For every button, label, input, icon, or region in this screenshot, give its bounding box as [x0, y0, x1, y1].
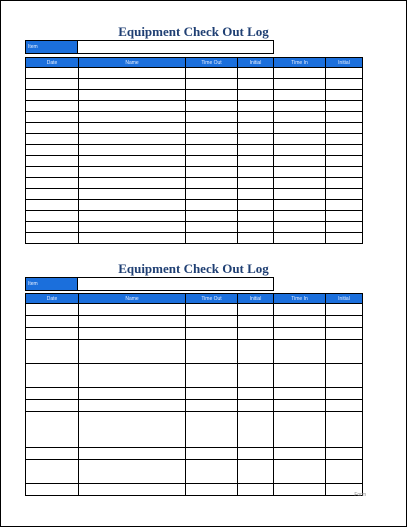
- log-1-row: [26, 68, 363, 79]
- log-2-cell-time-in[interactable]: [274, 412, 326, 448]
- log-1-cell-name[interactable]: [79, 90, 186, 101]
- log-2-cell-time-out[interactable]: [186, 364, 238, 388]
- log-1-cell-time-in[interactable]: [274, 211, 326, 222]
- log-2-cell-name[interactable]: [79, 388, 186, 400]
- log-1-cell-name[interactable]: [79, 156, 186, 167]
- log-2-cell-time-in[interactable]: [274, 400, 326, 412]
- log-1-cell-name[interactable]: [79, 101, 186, 112]
- log-2-row: [26, 400, 363, 412]
- log-1-cell-name[interactable]: [79, 134, 186, 145]
- log-1-cell-date[interactable]: [26, 79, 79, 90]
- log-2-cell-initial-out[interactable]: [238, 460, 274, 484]
- log-1-cell-date[interactable]: [26, 178, 79, 189]
- log-1-cell-name[interactable]: [79, 222, 186, 233]
- log-1-row: [26, 178, 363, 189]
- log-1-cell-time-in[interactable]: [274, 112, 326, 123]
- log-1-cell-time-in[interactable]: [274, 233, 326, 244]
- log-1-cell-initial-in[interactable]: [326, 68, 363, 79]
- log-2-row: [26, 304, 363, 316]
- log-1-cell-initial-out[interactable]: [238, 233, 274, 244]
- log-2-col-date: Date: [26, 294, 79, 304]
- log-1-cell-initial-out[interactable]: [238, 123, 274, 134]
- log-2-cell-initial-in[interactable]: [326, 304, 363, 316]
- log-1-cell-time-out[interactable]: [186, 68, 238, 79]
- log-2-cell-name[interactable]: [79, 460, 186, 484]
- log-1-cell-date[interactable]: [26, 145, 79, 156]
- log-1-item-label: Item: [25, 40, 78, 54]
- log-1-cell-initial-in[interactable]: [326, 90, 363, 101]
- log-2-item-label: Item: [25, 277, 78, 291]
- log-1-cell-time-out[interactable]: [186, 178, 238, 189]
- log-2-item-row: [25, 277, 274, 291]
- log-1-header-row: [26, 58, 363, 68]
- log-1-cell-initial-out[interactable]: [238, 79, 274, 90]
- log-1-cell-time-out[interactable]: [186, 145, 238, 156]
- log-1-cell-date[interactable]: [26, 134, 79, 145]
- log-2-row: [26, 484, 363, 496]
- log-2-cell-initial-out[interactable]: [238, 400, 274, 412]
- log-2-cell-time-out[interactable]: [186, 460, 238, 484]
- log-1-body: [26, 68, 363, 244]
- log-2-cell-initial-out[interactable]: [238, 484, 274, 496]
- log-2-cell-initial-out[interactable]: [238, 448, 274, 460]
- log-1-col-initial-in: Initial: [326, 58, 363, 68]
- log-1-cell-time-in[interactable]: [274, 79, 326, 90]
- log-2-row: [26, 388, 363, 400]
- log-1-cell-time-in[interactable]: [274, 134, 326, 145]
- log-1-cell-date[interactable]: [26, 233, 79, 244]
- log-2-cell-time-in[interactable]: [274, 388, 326, 400]
- log-1-cell-initial-out[interactable]: [238, 145, 274, 156]
- log-1-cell-initial-in[interactable]: [326, 145, 363, 156]
- log-1-title: Equipment Check Out Log: [118, 24, 269, 39]
- log-2-cell-initial-in[interactable]: [326, 388, 363, 400]
- log-2-row: [26, 448, 363, 460]
- log-1-cell-initial-in[interactable]: [326, 112, 363, 123]
- log-1-cell-name[interactable]: [79, 68, 186, 79]
- log-2-cell-name[interactable]: [79, 448, 186, 460]
- log-2-cell-name[interactable]: [79, 484, 186, 496]
- log-1-cell-initial-in[interactable]: [326, 134, 363, 145]
- log-2-row: [26, 364, 363, 388]
- log-1-cell-initial-out[interactable]: [238, 222, 274, 233]
- log-1-row: [26, 222, 363, 233]
- log-1-cell-initial-in[interactable]: [326, 178, 363, 189]
- log-1-cell-initial-out[interactable]: [238, 68, 274, 79]
- log-2-cell-initial-out[interactable]: [238, 304, 274, 316]
- log-2-row: [26, 328, 363, 340]
- log-2-cell-date[interactable]: [26, 304, 79, 316]
- log-2-cell-name[interactable]: [79, 304, 186, 316]
- log-1-cell-initial-in[interactable]: [326, 79, 363, 90]
- log-1-cell-initial-out[interactable]: [238, 167, 274, 178]
- log-2-cell-time-out[interactable]: [186, 484, 238, 496]
- log-1-cell-date[interactable]: [26, 167, 79, 178]
- log-1-cell-name[interactable]: [79, 178, 186, 189]
- log-2-cell-initial-out[interactable]: [238, 316, 274, 328]
- log-1-cell-name[interactable]: [79, 112, 186, 123]
- log-1-cell-name[interactable]: [79, 200, 186, 211]
- log-1-cell-date[interactable]: [26, 189, 79, 200]
- log-1-cell-time-out[interactable]: [186, 134, 238, 145]
- log-1-cell-time-out[interactable]: [186, 112, 238, 123]
- log-2-cell-time-in[interactable]: [274, 448, 326, 460]
- log-1-row: [26, 123, 363, 134]
- log-1-cell-time-out[interactable]: [186, 222, 238, 233]
- log-1-cell-date[interactable]: [26, 68, 79, 79]
- log-1-cell-initial-out[interactable]: [238, 112, 274, 123]
- log-1-cell-date[interactable]: [26, 90, 79, 101]
- log-2-cell-time-out[interactable]: [186, 388, 238, 400]
- log-1-cell-time-in[interactable]: [274, 222, 326, 233]
- log-1-row: [26, 112, 363, 123]
- log-2-title: Equipment Check Out Log: [118, 261, 269, 276]
- log-2-cell-date[interactable]: [26, 448, 79, 460]
- log-2-cell-initial-in[interactable]: [326, 412, 363, 448]
- log-2-col-initial-out: Initial: [238, 294, 274, 304]
- log-2-cell-time-out[interactable]: [186, 328, 238, 340]
- log-1-cell-initial-out[interactable]: [238, 101, 274, 112]
- log-1-cell-time-in[interactable]: [274, 167, 326, 178]
- log-1-cell-time-out[interactable]: [186, 156, 238, 167]
- log-2-cell-date[interactable]: [26, 316, 79, 328]
- log-1-row: [26, 101, 363, 112]
- log-1-cell-initial-out[interactable]: [238, 178, 274, 189]
- log-1-cell-date[interactable]: [26, 101, 79, 112]
- log-1-row: [26, 233, 363, 244]
- log-1-cell-initial-in[interactable]: [326, 189, 363, 200]
- log-1-cell-initial-in[interactable]: [326, 233, 363, 244]
- log-2-cell-time-in[interactable]: [274, 328, 326, 340]
- log-2-table: [25, 293, 363, 496]
- log-2-cell-initial-in[interactable]: [326, 364, 363, 388]
- log-1-item-field[interactable]: [78, 40, 274, 54]
- log-2-cell-date[interactable]: [26, 340, 79, 364]
- log-2-cell-time-out[interactable]: [186, 448, 238, 460]
- log-2-cell-initial-out[interactable]: [238, 412, 274, 448]
- log-1-row: [26, 156, 363, 167]
- log-1-cell-time-out[interactable]: [186, 189, 238, 200]
- log-1-cell-name[interactable]: [79, 167, 186, 178]
- log-1-cell-time-in[interactable]: [274, 68, 326, 79]
- log-1-cell-date[interactable]: [26, 200, 79, 211]
- log-2-cell-initial-in[interactable]: [326, 448, 363, 460]
- log-1-cell-time-in[interactable]: [274, 189, 326, 200]
- log-2-cell-date[interactable]: [26, 328, 79, 340]
- log-1-cell-time-in[interactable]: [274, 156, 326, 167]
- log-2-header-row: [26, 294, 363, 304]
- log-2-col-initial-in: Initial: [326, 294, 363, 304]
- log-1-cell-time-out[interactable]: [186, 79, 238, 90]
- log-2-row: [26, 412, 363, 448]
- log-2-row: [26, 460, 363, 484]
- log-2-col-time-out: Time Out: [186, 294, 238, 304]
- log-1-item-row: [25, 40, 274, 54]
- log-1-cell-time-out[interactable]: [186, 101, 238, 112]
- log-2-cell-name[interactable]: [79, 412, 186, 448]
- log-2-cell-initial-in[interactable]: [326, 316, 363, 328]
- log-1-cell-name[interactable]: [79, 233, 186, 244]
- log-2-cell-time-out[interactable]: [186, 412, 238, 448]
- log-1-cell-time-in[interactable]: [274, 123, 326, 134]
- log-1-cell-time-in[interactable]: [274, 145, 326, 156]
- log-1-cell-name[interactable]: [79, 79, 186, 90]
- log-1-cell-date[interactable]: [26, 211, 79, 222]
- log-2-cell-time-out[interactable]: [186, 316, 238, 328]
- log-2-cell-name[interactable]: [79, 364, 186, 388]
- log-2-cell-time-in[interactable]: [274, 304, 326, 316]
- log-1-row: [26, 200, 363, 211]
- log-2-cell-name[interactable]: [79, 340, 186, 364]
- log-2-cell-initial-out[interactable]: [238, 388, 274, 400]
- log-1-cell-time-out[interactable]: [186, 233, 238, 244]
- log-2-cell-initial-in[interactable]: [326, 340, 363, 364]
- log-2-cell-time-in[interactable]: [274, 340, 326, 364]
- log-1-cell-initial-out[interactable]: [238, 156, 274, 167]
- log-1-cell-date[interactable]: [26, 112, 79, 123]
- log-1-cell-initial-in[interactable]: [326, 200, 363, 211]
- log-2-cell-initial-in[interactable]: [326, 400, 363, 412]
- log-1-cell-initial-in[interactable]: [326, 156, 363, 167]
- log-2-item-field[interactable]: [78, 277, 274, 291]
- log-2-col-name: Name: [79, 294, 186, 304]
- log-2-cell-date[interactable]: [26, 364, 79, 388]
- log-1-col-time-out: Time Out: [186, 58, 238, 68]
- log-1-row: [26, 145, 363, 156]
- log-1-cell-name[interactable]: [79, 189, 186, 200]
- log-1-cell-date[interactable]: [26, 156, 79, 167]
- log-1-cell-initial-in[interactable]: [326, 101, 363, 112]
- log-1-col-date: Date: [26, 58, 79, 68]
- log-1-cell-name[interactable]: [79, 123, 186, 134]
- log-1-row: [26, 189, 363, 200]
- log-1-row: [26, 134, 363, 145]
- log-2-cell-date[interactable]: [26, 484, 79, 496]
- log-2-col-time-in: Time In: [274, 294, 326, 304]
- log-1-cell-time-out[interactable]: [186, 123, 238, 134]
- log-1-cell-time-out[interactable]: [186, 90, 238, 101]
- log-1-cell-time-out[interactable]: [186, 211, 238, 222]
- log-2-cell-date[interactable]: [26, 400, 79, 412]
- log-1-row: [26, 167, 363, 178]
- log-2-row: [26, 340, 363, 364]
- log-1-cell-date[interactable]: [26, 123, 79, 134]
- log-1-row: [26, 79, 363, 90]
- log-2-cell-date[interactable]: [26, 388, 79, 400]
- log-1-cell-time-out[interactable]: [186, 167, 238, 178]
- log-1-col-name: Name: [79, 58, 186, 68]
- log-1-cell-name[interactable]: [79, 145, 186, 156]
- log-1-cell-initial-out[interactable]: [238, 211, 274, 222]
- log-1-cell-initial-in[interactable]: [326, 123, 363, 134]
- log-1-row: [26, 211, 363, 222]
- log-2-cell-name[interactable]: [79, 328, 186, 340]
- log-2-cell-time-in[interactable]: [274, 484, 326, 496]
- log-2-cell-time-in[interactable]: [274, 364, 326, 388]
- log-2-cell-name[interactable]: [79, 400, 186, 412]
- log-1-cell-initial-in[interactable]: [326, 211, 363, 222]
- log-1-cell-initial-in[interactable]: [326, 167, 363, 178]
- log-1-cell-time-in[interactable]: [274, 178, 326, 189]
- log-1-col-time-in: Time In: [274, 58, 326, 68]
- log-2-cell-time-out[interactable]: [186, 340, 238, 364]
- log-2-cell-initial-out[interactable]: [238, 328, 274, 340]
- log-2-cell-time-out[interactable]: [186, 304, 238, 316]
- log-1-cell-initial-in[interactable]: [326, 222, 363, 233]
- log-2-cell-date[interactable]: [26, 412, 79, 448]
- log-1-col-initial-out: Initial: [238, 58, 274, 68]
- log-2-cell-time-out[interactable]: [186, 400, 238, 412]
- log-1-cell-time-in[interactable]: [274, 101, 326, 112]
- footer-text: Form: [354, 492, 366, 498]
- log-2-body: [26, 304, 363, 496]
- log-1-cell-initial-out[interactable]: [238, 189, 274, 200]
- log-1-cell-initial-out[interactable]: [238, 134, 274, 145]
- log-2-cell-name[interactable]: [79, 316, 186, 328]
- log-1-cell-date[interactable]: [26, 222, 79, 233]
- log-1-cell-time-in[interactable]: [274, 200, 326, 211]
- log-1-row: [26, 90, 363, 101]
- log-2-cell-initial-out[interactable]: [238, 340, 274, 364]
- log-1-cell-initial-out[interactable]: [238, 200, 274, 211]
- log-1-cell-time-in[interactable]: [274, 90, 326, 101]
- log-2-cell-initial-in[interactable]: [326, 328, 363, 340]
- log-2-row: [26, 316, 363, 328]
- log-2-cell-time-in[interactable]: [274, 316, 326, 328]
- log-1-table: [25, 57, 363, 244]
- log-1-cell-name[interactable]: [79, 211, 186, 222]
- log-1-cell-initial-out[interactable]: [238, 90, 274, 101]
- log-2-cell-initial-out[interactable]: [238, 364, 274, 388]
- log-2-cell-time-in[interactable]: [274, 460, 326, 484]
- log-2-cell-date[interactable]: [26, 460, 79, 484]
- log-2-cell-initial-in[interactable]: [326, 460, 363, 484]
- log-1-cell-time-out[interactable]: [186, 200, 238, 211]
